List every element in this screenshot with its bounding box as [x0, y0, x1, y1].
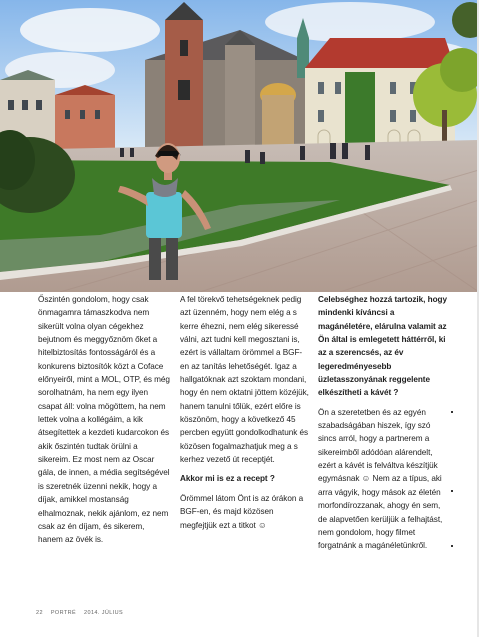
building [55, 95, 115, 150]
magazine-name: PORTRÉ [50, 610, 77, 616]
tower [225, 45, 255, 150]
paragraph: A fel törekvő tehetségeknek pedig azt üzenném, hogy nem elég a s kerre éhezni, nem elég sikeressé válni, azt tudni kell megosztani is, ezért is vállaltam örömmel a BGF-en az tanítás lehetőségét. Igaz a hallgatóknak azt szoktam mondani, hogy én nem oktatni jöttem közéjük, hanem tanulni tőlük, ezért előre is köszönöm, hogy a következő 45 percben együtt gondolkodhatunk és közösen fogalmazhatjuk meg a s kerhez vezető út receptjét. [180, 295, 309, 465]
column-3 [318, 293, 450, 593]
paragraph: Ön a szeretetben és az egyén szabadságában hiszek, így szó sincs arról, hogy a partnerem a sikereimből adódóan alárendelt, ezért a kávét is felváltva készítjük egymásnak ☺ Nem az a típus, aki arra vágyik, hogy mások az életén morfondírozzanak, ahogy én sem, de alapvetően kerüljük a felhajtást, nem gondolom, hogy filmet forgatnánk a magánéletünkről. [318, 407, 443, 551]
page-footer [36, 610, 129, 616]
page-number: 22 [36, 610, 43, 616]
smiley-icon: ☺ [258, 519, 267, 530]
issue-date: 2014. JÚLIUS [84, 610, 124, 616]
question: Celebséghez hozzá tartozik, hogy mindenki kíváncsi a magánéletére, elárulna valamit az Ön által is emlegetett háttérről, ki az a szerencsés, az év legeredményesebb üzletasszonyának reggelente elkészítheti a kávét ? [318, 295, 447, 398]
cloud [265, 2, 435, 42]
margin-mark [451, 490, 453, 492]
paragraph: Őszintén gondolom, hogy csak önmagamra támaszkodva nem sikerült volna olyan cégekhez bejutnom és meggyőznöm őket a hitelbiztosítás fontosságáról és a konkurens biztosítók közt a Coface előnyeiről, mint a MOL, OTP, és még sorolhatnám, ha nem egy ilyen csapat áll: volna mögöttem, ha nem lettek volna a kollégáim, a kik átsegítettek a kezdeti kudarcokon és akik őszintén tudtak örülni a sikereim. Ez most nem az Oscar gála, de innen, a média segítségével is szeretnék üzenni nekik, hogy a díjak, amikkel mostanság elhalmoznak, nekik ajánlom, ez nem csak az én díjam, és sikerem, hanem az övék is. [38, 295, 170, 545]
ivy [345, 72, 375, 150]
question: Akkor mi is ez a recept ? [180, 474, 275, 484]
column-1 [38, 293, 170, 593]
margin-mark [451, 411, 453, 413]
article-body [0, 293, 479, 593]
paragraph: Örömmel látom Önt is az órákon a BGF-en, és majd közösen megfejtjük ezt a titkot ☺ [180, 492, 310, 532]
palace-roof [305, 38, 455, 68]
margin-mark [451, 545, 453, 547]
cloud [20, 8, 160, 52]
column-2 [180, 293, 310, 593]
hero-photo [0, 0, 479, 292]
smiley-icon: ☺ [361, 473, 371, 484]
